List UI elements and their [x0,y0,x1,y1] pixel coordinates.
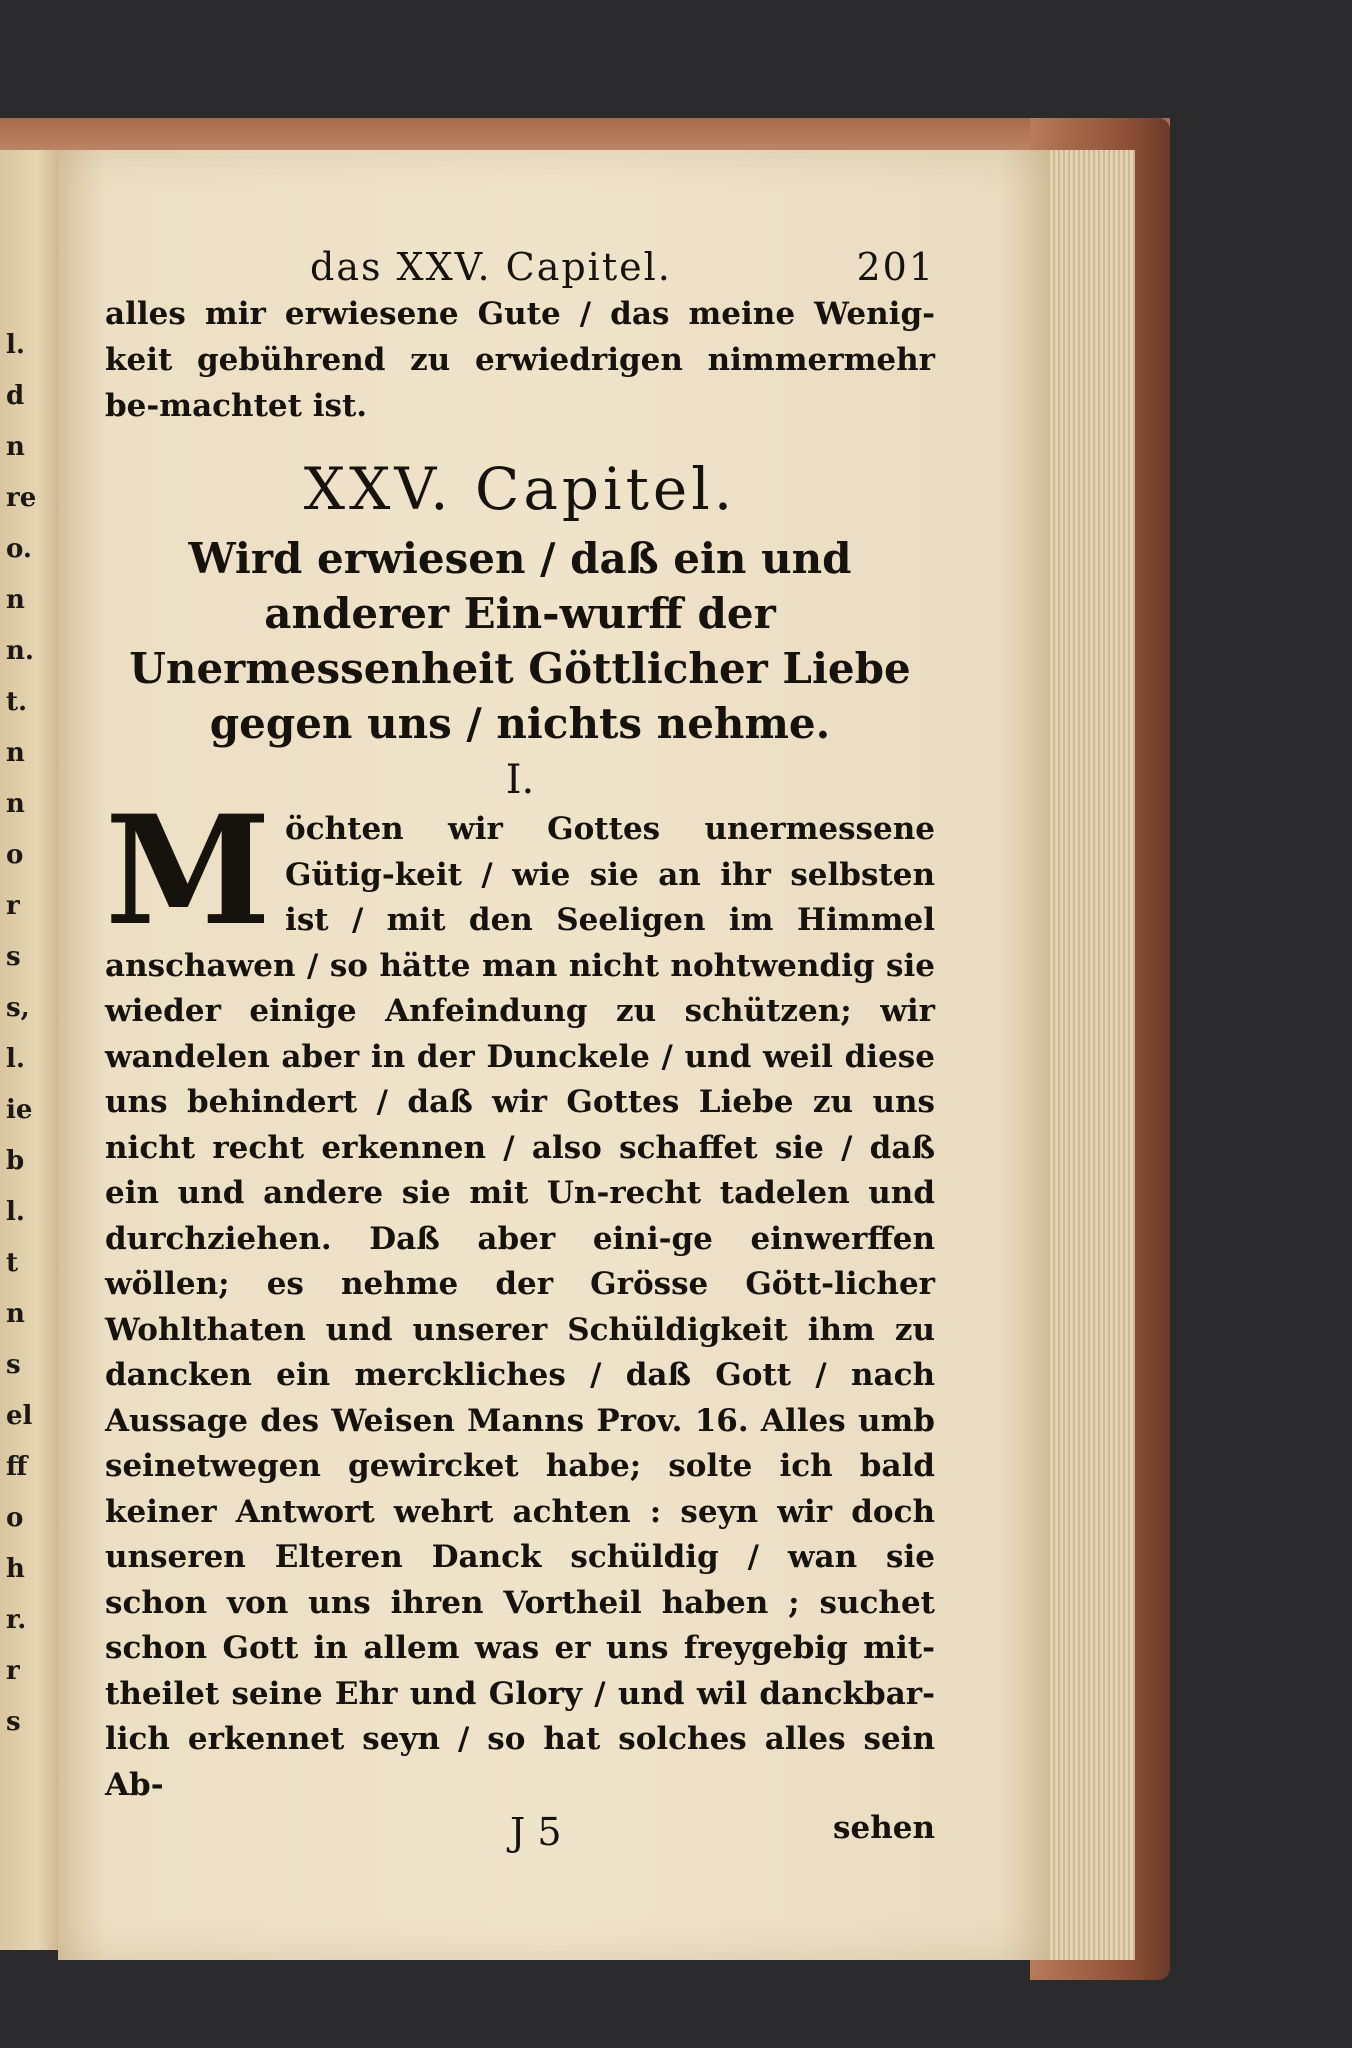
left-page-fragment: d [6,381,25,411]
left-page-fragment: el [6,1401,33,1431]
running-head [105,245,935,297]
left-page-strip [0,150,65,1950]
body-text: öchten wir Gottes unermessene Gütig-keit / wie sie an ihr selbsten ist / mit den Seeligen im Himmel anschawen / so hätte man nicht nohtwendig sie wieder einige Anfeindung zu schützen; wir wandelen aber in der Dunckele / und weil diese uns behindert / daß wir Gottes Liebe zu uns nicht recht erkennen / also schaffet sie / daß ein und andere sie mit Un-recht tadelen und durchziehen. Daß aber eini-ge einwerffen wöllen; es nehme der Grösse Gött-licher Wohlthaten und unserer Schüldigkeit ihm zu dancken ein merckliches / daß Gott / nach Aussage des Weisen Manns Prov. 16. Alles umb seinetwegen gewircket habe; solte ich bald keiner Antwort wehrt achten : seyn wir doch unseren Elteren Danck schüldig / wan sie schon von uns ihren Vortheil haben ; suchet schon Gott in allem was er uns freygebig mit-theilet seine Ehr und Glory / und wil danckbar-lich erkennet seyn / so hat solches alles sein Ab- [105,811,935,1803]
left-page-fragment: n. [6,636,34,666]
left-page-fragment: o [6,840,24,870]
left-page-fragment: ie [6,1095,33,1125]
chapter-body [105,783,935,1808]
left-page-fragment: r [6,1656,20,1686]
left-page-fragment: o [6,1503,24,1533]
left-page-fragment: ff [6,1452,28,1482]
chapter-summary: Wird erwiesen / daß ein und anderer Ein-wurff der Unermessenheit Göttlicher Liebe gegen uns / nichts nehme. [129,534,911,748]
left-page-fragment: n [6,1299,25,1329]
left-page-fragment: t. [6,687,28,717]
catchword: sehen [833,1810,935,1846]
left-page-fragment: l. [6,1197,25,1227]
left-page-fragment: n [6,738,25,768]
page-number: 201 [856,245,935,289]
left-page-fragment: b [6,1146,25,1176]
left-page-fragment: l. [6,330,25,360]
left-page-fragment: s [6,1707,21,1737]
running-head-title: das XXV. Capitel. [310,245,672,289]
left-page-fragment: n [6,789,25,819]
left-page-fragment: l. [6,1044,25,1074]
left-page-fragment: n [6,432,25,462]
page-edges [1040,150,1135,1960]
left-page-fragment: s [6,1350,21,1380]
left-page-fragment: r [6,891,20,921]
page-text [105,245,935,1860]
left-page-fragment: r. [6,1605,27,1635]
left-page-fragment: s [6,942,21,972]
drop-cap: M [105,783,272,959]
signature-mark: J 5 [510,1810,562,1854]
left-page-fragment: h [6,1554,25,1584]
left-page-fragment: n [6,585,25,615]
page-footer [105,1810,935,1860]
section-number: I. [505,757,535,803]
left-page-fragment: t [6,1248,19,1278]
chapter-title: XXV. Capitel. [303,455,737,523]
left-page-fragment: s, [6,993,30,1023]
left-page-fragment: o. [6,534,32,564]
left-page-fragment: re [6,483,37,513]
opening-paragraph: alles mir erwiesene Gute / das meine Wenig-keit gebührend zu erwiedrigen nimmermehr be-machtet ist. [105,296,935,424]
